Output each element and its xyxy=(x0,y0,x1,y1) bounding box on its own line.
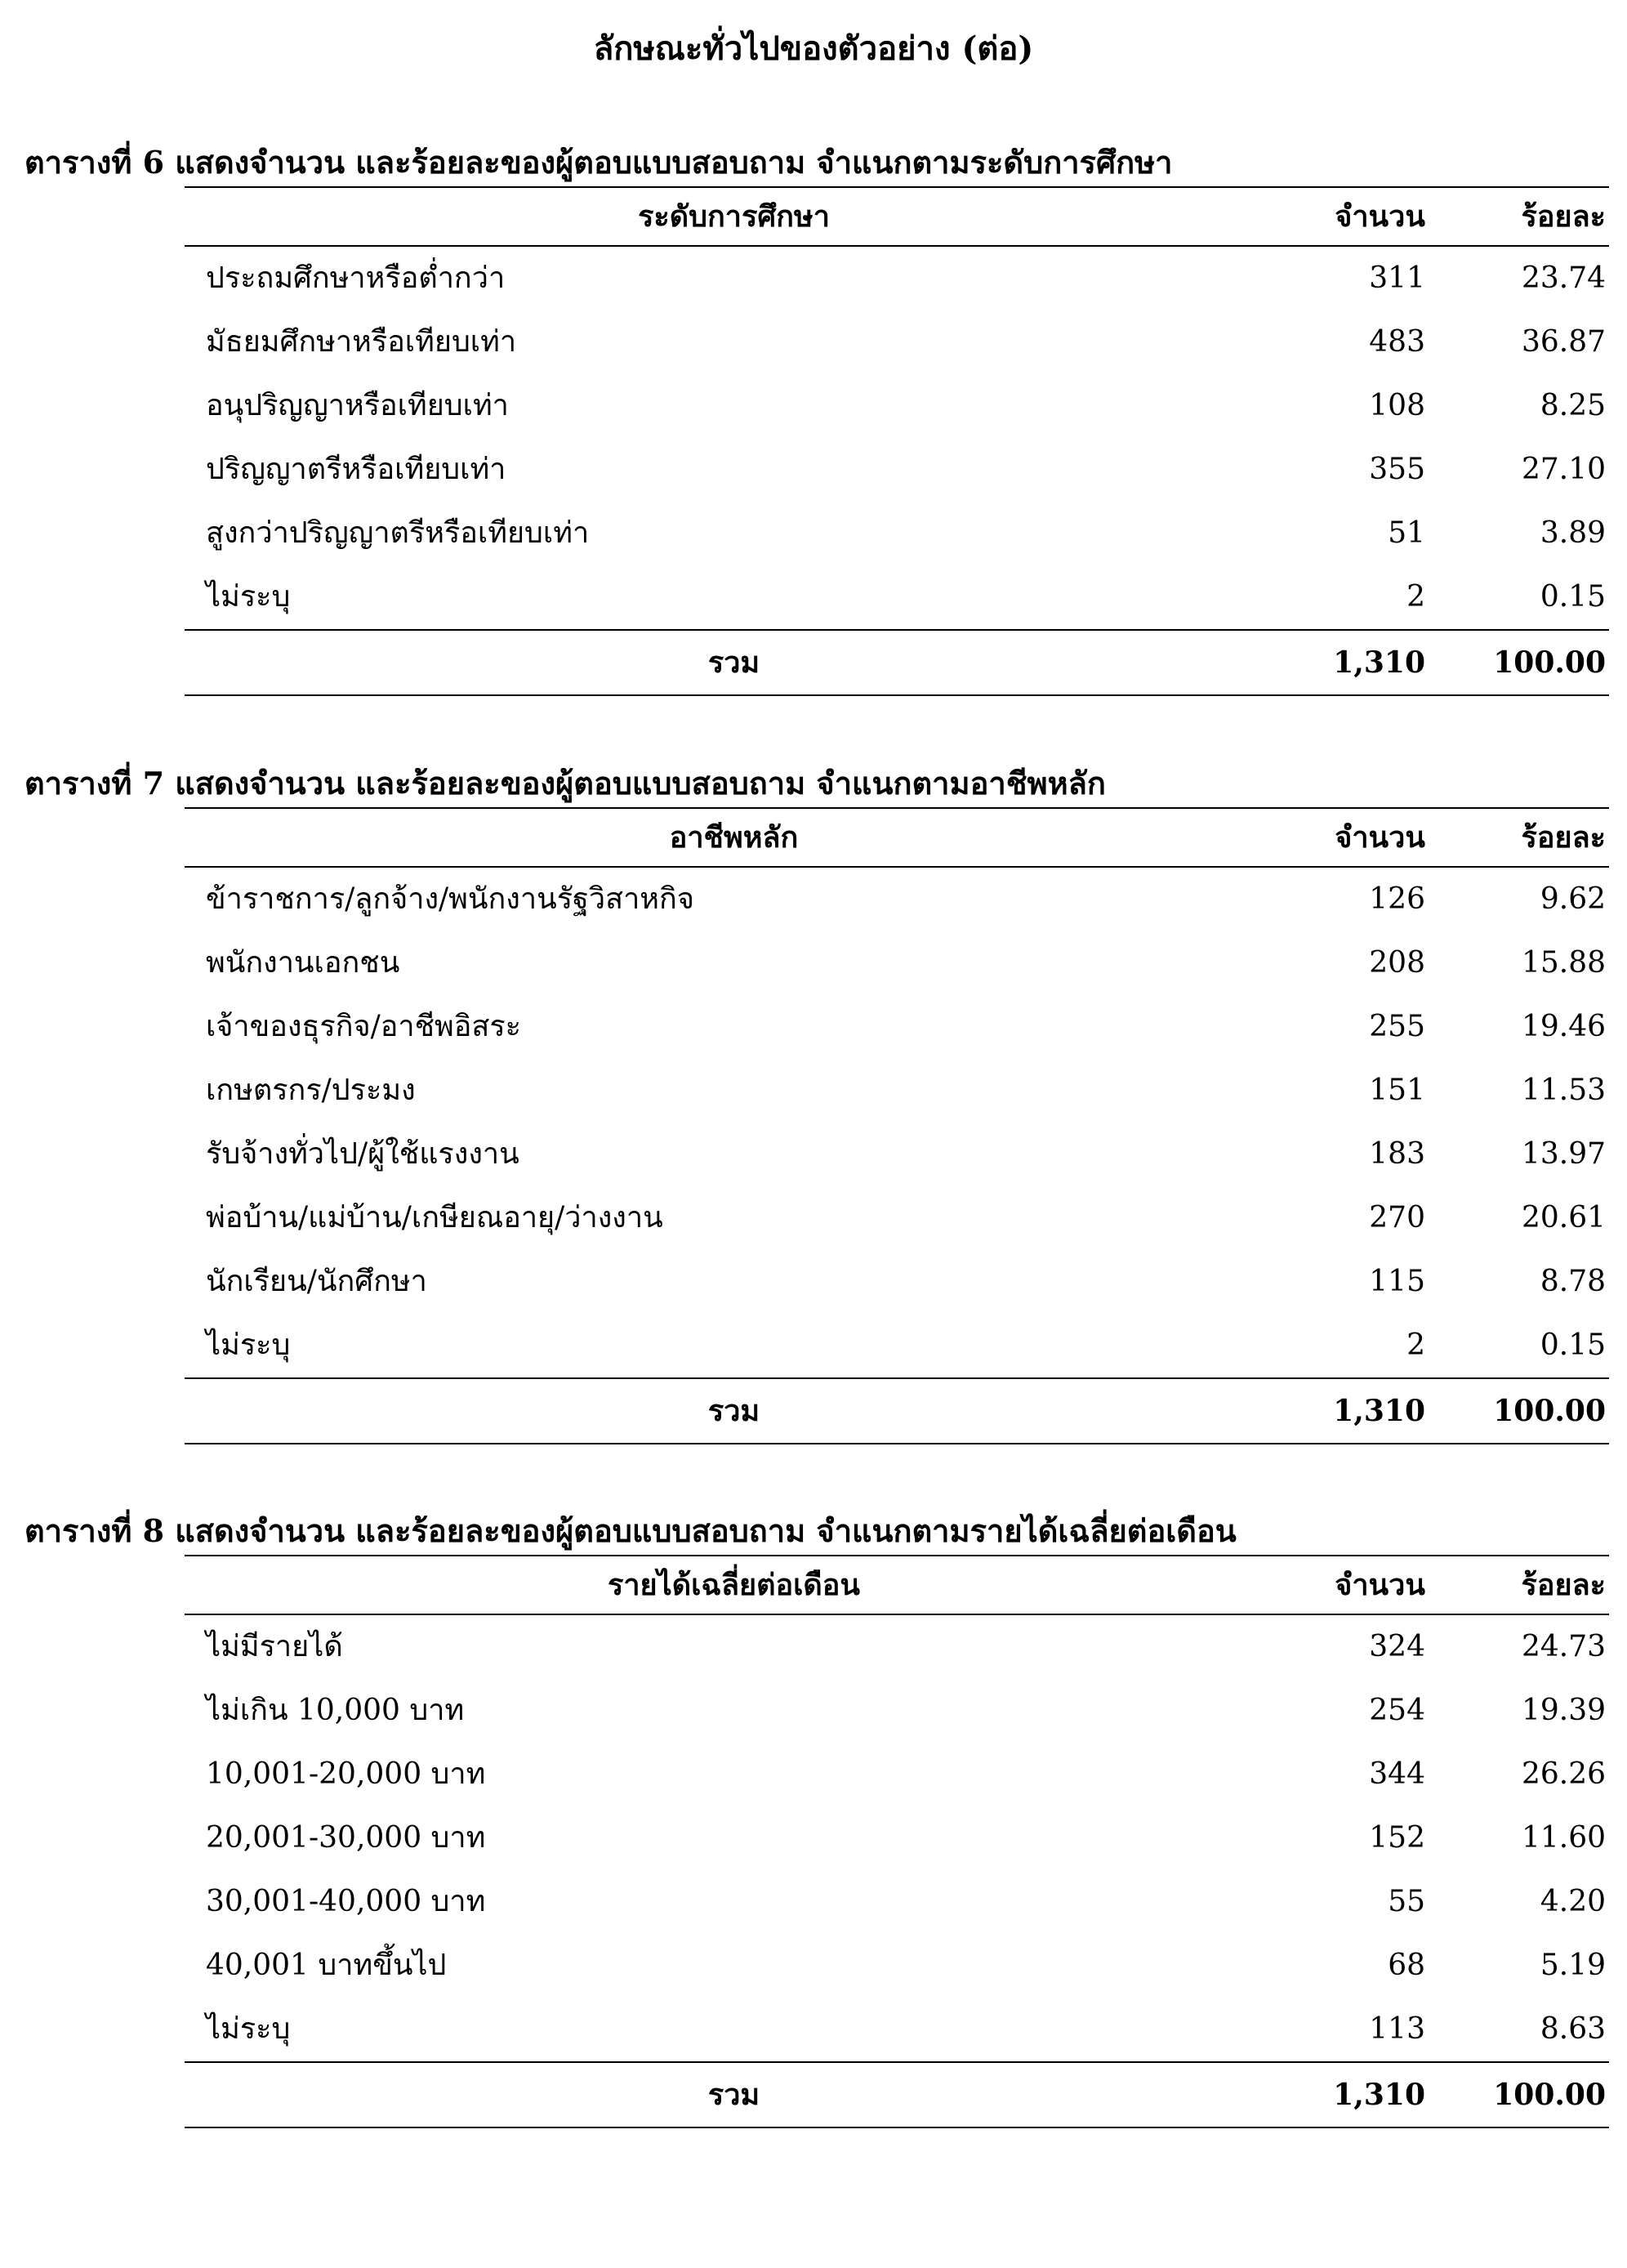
table-row xyxy=(185,995,1609,1059)
total-label: รวม xyxy=(707,1394,760,1428)
table-7-section xyxy=(25,760,1609,1444)
header-percent: ร้อยละ xyxy=(1521,1568,1606,1602)
table-header-row xyxy=(185,1556,1609,1615)
table-row xyxy=(185,1679,1609,1743)
row-percent: 11.60 xyxy=(1521,1821,1606,1855)
header-label: อาชีพหลัก xyxy=(669,820,799,855)
table-row xyxy=(185,565,1609,629)
table-row xyxy=(185,247,1609,310)
row-percent: 36.87 xyxy=(1521,325,1606,359)
header-percent: ร้อยละ xyxy=(1521,820,1606,855)
education-table xyxy=(185,186,1609,696)
row-count: 2 xyxy=(1406,1328,1425,1362)
row-label: มัธยมศึกษาหรือเทียบเท่า xyxy=(206,325,517,359)
row-label: เกษตรกร/ประมง xyxy=(206,1074,416,1107)
table-row xyxy=(185,1998,1609,2061)
row-label: พ่อบ้าน/แม่บ้าน/เกษียณอายุ/ว่างงาน xyxy=(206,1201,663,1234)
table-row xyxy=(185,1186,1609,1250)
table-row xyxy=(185,1314,1609,1377)
row-count: 254 xyxy=(1369,1694,1425,1727)
row-percent: 24.73 xyxy=(1521,1630,1606,1663)
row-label: ประถมศึกษาหรือต่ำกว่า xyxy=(206,261,506,295)
table-6-section xyxy=(25,139,1609,696)
row-percent: 20.61 xyxy=(1521,1201,1606,1234)
table-caption: ตารางที่ 6 แสดงจำนวน และร้อยละของผู้ตอบแบบสอบถาม จำแนกตามระดับการศึกษา xyxy=(25,144,1173,181)
row-percent: 3.89 xyxy=(1540,516,1606,550)
total-count: 1,310 xyxy=(1333,645,1425,680)
row-percent: 0.15 xyxy=(1540,1328,1606,1362)
header-percent: ร้อยละ xyxy=(1521,199,1606,234)
row-count: 126 xyxy=(1369,882,1425,916)
row-label: ไม่มีรายได้ xyxy=(206,1630,343,1663)
row-label: ไม่ระบุ xyxy=(206,2012,291,2046)
table-header-row xyxy=(185,188,1609,247)
row-label: 40,001 บาทขึ้นไป xyxy=(206,1949,447,1982)
row-label: ไม่ระบุ xyxy=(206,1328,291,1362)
table-total-row xyxy=(185,1377,1609,1443)
header-count: จำนวน xyxy=(1335,820,1425,855)
row-count: 208 xyxy=(1369,946,1425,980)
row-label: ไม่เกิน 10,000 บาท xyxy=(206,1694,465,1727)
row-label: ข้าราชการ/ลูกจ้าง/พนักงานรัฐวิสาหกิจ xyxy=(206,882,694,916)
row-count: 68 xyxy=(1388,1949,1425,1982)
row-percent: 11.53 xyxy=(1521,1074,1606,1107)
row-label: อนุปริญญาหรือเทียบเท่า xyxy=(206,389,509,422)
header-label: รายได้เฉลี่ยต่อเดือน xyxy=(607,1568,861,1602)
table-row xyxy=(185,374,1609,438)
header-count: จำนวน xyxy=(1335,1568,1425,1602)
row-count: 355 xyxy=(1369,453,1425,486)
table-row xyxy=(185,1123,1609,1186)
row-label: 20,001-30,000 บาท xyxy=(206,1821,486,1855)
row-percent: 4.20 xyxy=(1540,1885,1606,1918)
header-count: จำนวน xyxy=(1335,199,1425,234)
row-label: 10,001-20,000 บาท xyxy=(206,1757,486,1791)
row-label: ไม่ระบุ xyxy=(206,580,291,614)
table-row xyxy=(185,1806,1609,1870)
table-8-section xyxy=(25,1507,1609,2128)
row-label: 30,001-40,000 บาท xyxy=(206,1885,486,1918)
row-percent: 27.10 xyxy=(1521,453,1606,486)
row-count: 2 xyxy=(1406,580,1425,614)
table-caption: ตารางที่ 8 แสดงจำนวน และร้อยละของผู้ตอบแบบสอบถาม จำแนกตามรายได้เฉลี่ยต่อเดือน xyxy=(25,1512,1237,1549)
row-count: 311 xyxy=(1369,261,1425,295)
row-percent: 19.46 xyxy=(1521,1010,1606,1043)
row-percent: 5.19 xyxy=(1540,1949,1606,1982)
total-label: รวม xyxy=(707,645,760,680)
row-label: สูงกว่าปริญญาตรีหรือเทียบเท่า xyxy=(206,516,590,550)
table-caption: ตารางที่ 7 แสดงจำนวน และร้อยละของผู้ตอบแบบสอบถาม จำแนกตามอาชีพหลัก xyxy=(25,765,1106,801)
table-row xyxy=(185,1250,1609,1314)
occupation-table xyxy=(185,807,1609,1444)
row-count: 115 xyxy=(1369,1265,1425,1298)
row-percent: 23.74 xyxy=(1521,261,1606,295)
table-row xyxy=(185,1743,1609,1806)
table-row xyxy=(185,438,1609,502)
row-percent: 13.97 xyxy=(1521,1137,1606,1171)
total-percent: 100.00 xyxy=(1493,645,1606,680)
total-count: 1,310 xyxy=(1333,2078,1425,2112)
row-percent: 8.78 xyxy=(1540,1265,1606,1298)
row-count: 324 xyxy=(1369,1630,1425,1663)
row-count: 108 xyxy=(1369,389,1425,422)
row-count: 483 xyxy=(1369,325,1425,359)
row-percent: 0.15 xyxy=(1540,580,1606,614)
row-count: 183 xyxy=(1369,1137,1425,1171)
table-row xyxy=(185,1934,1609,1998)
income-table xyxy=(185,1555,1609,2128)
table-row xyxy=(185,1615,1609,1679)
row-label: นักเรียน/นักศึกษา xyxy=(206,1265,427,1298)
row-count: 51 xyxy=(1388,516,1425,550)
table-row xyxy=(185,1059,1609,1123)
row-percent: 19.39 xyxy=(1521,1694,1606,1727)
row-count: 151 xyxy=(1369,1074,1425,1107)
row-label: ปริญญาตรีหรือเทียบเท่า xyxy=(206,453,506,486)
total-count: 1,310 xyxy=(1333,1394,1425,1428)
page-title: ลักษณะทั่วไปของตัวอย่าง (ต่อ) xyxy=(593,29,1034,68)
row-label: รับจ้างทั่วไป/ผู้ใช้แรงงาน xyxy=(206,1137,519,1171)
row-percent: 8.63 xyxy=(1540,2012,1606,2046)
row-percent: 8.25 xyxy=(1540,389,1606,422)
row-percent: 9.62 xyxy=(1540,882,1606,916)
table-total-row xyxy=(185,629,1609,694)
total-percent: 100.00 xyxy=(1493,2078,1606,2112)
table-row xyxy=(185,1870,1609,1934)
row-label: พนักงานเอกชน xyxy=(206,946,400,980)
total-percent: 100.00 xyxy=(1493,1394,1606,1428)
table-row xyxy=(185,502,1609,565)
header-label: ระดับการศึกษา xyxy=(638,199,830,234)
row-count: 55 xyxy=(1388,1885,1425,1918)
table-row xyxy=(185,868,1609,931)
row-count: 255 xyxy=(1369,1010,1425,1043)
row-count: 344 xyxy=(1369,1757,1425,1791)
table-row xyxy=(185,310,1609,374)
table-row xyxy=(185,931,1609,995)
row-label: เจ้าของธุรกิจ/อาชีพอิสระ xyxy=(206,1010,522,1043)
total-label: รวม xyxy=(707,2078,760,2112)
row-count: 270 xyxy=(1369,1201,1425,1234)
row-percent: 15.88 xyxy=(1521,946,1606,980)
table-header-row xyxy=(185,809,1609,868)
row-percent: 26.26 xyxy=(1521,1757,1606,1791)
row-count: 113 xyxy=(1369,2012,1425,2046)
row-count: 152 xyxy=(1369,1821,1425,1855)
table-total-row xyxy=(185,2061,1609,2127)
